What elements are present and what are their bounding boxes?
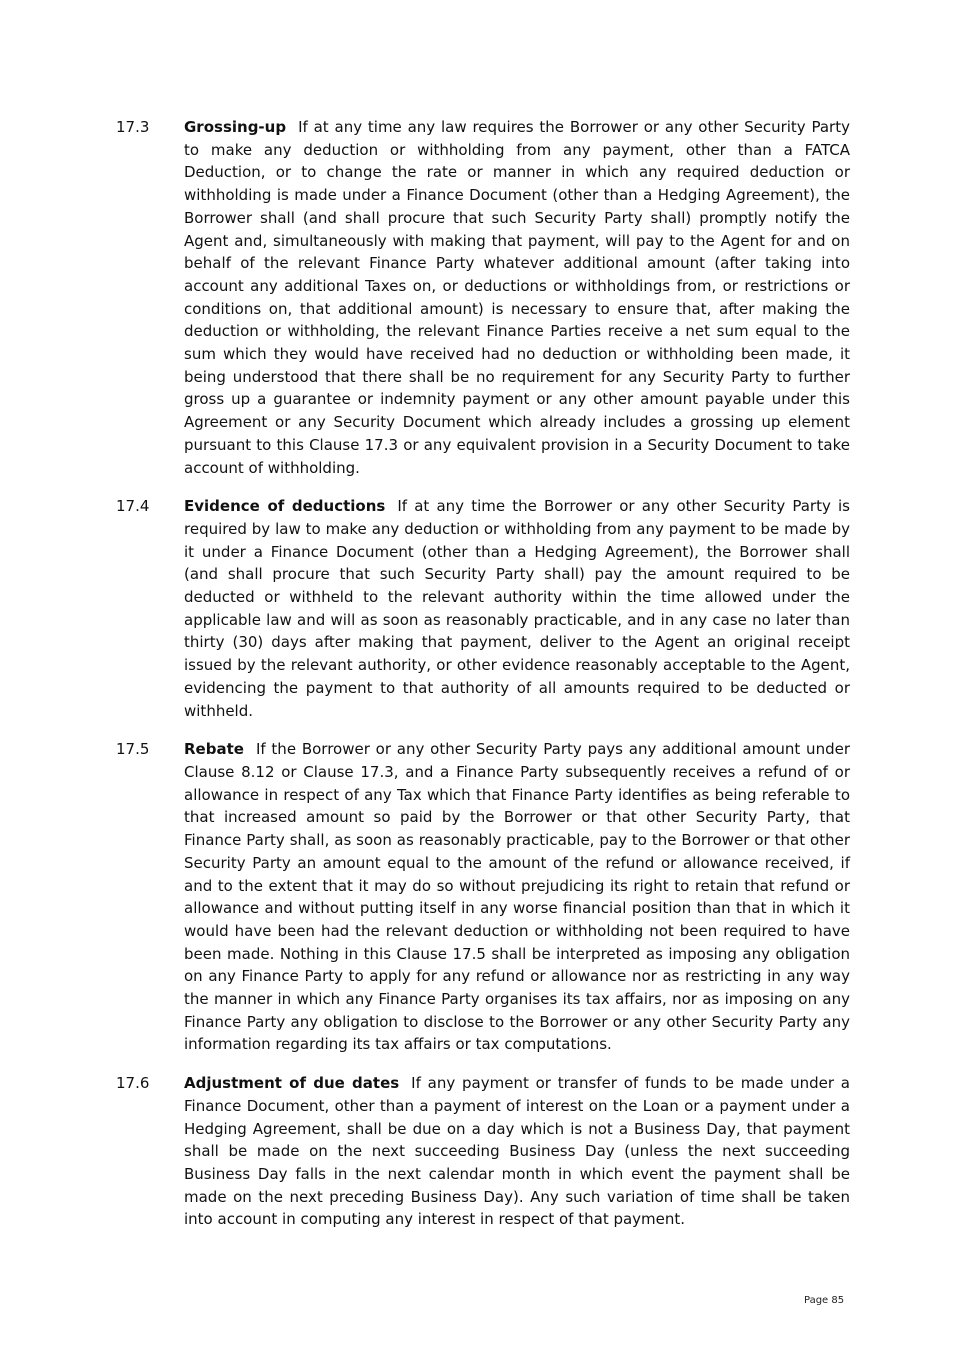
clause-17-5	[116, 738, 850, 1056]
clause-text: If at any time any law requires the Borrower or any other Security Party to make any deduction or withholding from any payment, other than a FATCA Deduction, or to change the rate or manner in which any required deduction or withholding is made under a Finance Document (other than a Hedging Agreement), the Borrower shall (and shall procure that such Security Party shall) promptly notify the Agent and, simultaneously with making that payment, will pay to the Agent for and on behalf of the relevant Finance Party whatever additional amount (after taking into account any additional Taxes on, or deductions or withholdings from, or restrictions or conditions on, that additional amount) is necessary to ensure that, after making the deduction or withholding, the relevant Finance Parties receive a net sum equal to the sum which they would have received had no deduction or withholding been made, it being understood that there shall be no requirement for any Security Party to further gross up a guarantee or indemnity payment or any other amount payable under this Agreement or any Security Document which already includes a grossing up element pursuant to this Clause 17.3 or any equivalent provision in a Security Document to take account of withholding.	[184, 118, 850, 477]
clause-heading: Rebate	[184, 740, 244, 759]
clause-text: If any payment or transfer of funds to be made under a Finance Document, other than a payment of interest on the Loan or a payment under a Hedging Agreement, shall be due on a day which is not a Business Day, that payment shall be made on the next succeeding Business Day (unless the next succeeding Business Day falls in the next calendar month in which event the payment shall be made on the next preceding Business Day). Any such variation of time shall be taken into account in computing any interest in respect of that payment.	[184, 1074, 850, 1229]
clause-body	[184, 495, 850, 722]
clause-17-4	[116, 495, 850, 722]
clause-list	[116, 116, 850, 1247]
clause-number: 17.4	[116, 497, 150, 516]
clause-number: 17.6	[116, 1074, 150, 1093]
clause-17-6	[116, 1072, 850, 1231]
clause-number: 17.3	[116, 118, 150, 136]
clause-text: If at any time the Borrower or any other Security Party is required by law to make any deduction or withholding from any payment to be made by it under a Finance Document (other than a Hedging Agreement), the Borrower shall (and shall procure that such Security Party shall) pay the amount required to be deducted or withheld to the relevant authority within the time allowed under the applicable law and will as soon as reasonably practicable, and in any case no later than thirty (30) days after making that payment, deliver to the Agent an original receipt issued by the relevant authority, or other evidence reasonably acceptable to the Agent, evidencing the payment to that authority of all amounts required to be deducted or withheld.	[184, 497, 850, 720]
clause-body	[184, 1072, 850, 1231]
clause-heading: Adjustment of due dates	[184, 1074, 400, 1093]
clause-text: If the Borrower or any other Security Party pays any additional amount under Clause 8.12 or Clause 17.3, and a Finance Party subsequently receives a refund of or allowance in respect of any Tax which that Finance Party identifies as being referable to that increased amount so paid by the Borrower or that other Security Party, that Finance Party shall, as soon as reasonably practicable, pay to the Borrower or that other Security Party an amount equal to the amount of the refund or allowance received, if and to the extent that it may do so without prejudicing its right to retain that refund or allowance and without putting itself in any worse financial position than that in which it would have been had the relevant deduction or withholding not been required to have been made. Nothing in this Clause 17.5 shall be interpreted as imposing any obligation on any Finance Party to apply for any refund or allowance nor as restricting in any way the manner in which any Finance Party organises its tax affairs, nor as imposing on any Finance Party any obligation to disclose to the Borrower or any other Security Party any information regarding its tax affairs or tax computations.	[184, 740, 850, 1054]
clause-17-3	[116, 116, 850, 479]
clause-heading: Evidence of deductions	[184, 497, 386, 516]
clause-body	[184, 116, 850, 479]
clause-number: 17.5	[116, 740, 150, 759]
clause-body	[184, 738, 850, 1056]
clause-heading: Grossing-up	[184, 118, 287, 136]
page-number: Page 85	[804, 1295, 845, 1306]
